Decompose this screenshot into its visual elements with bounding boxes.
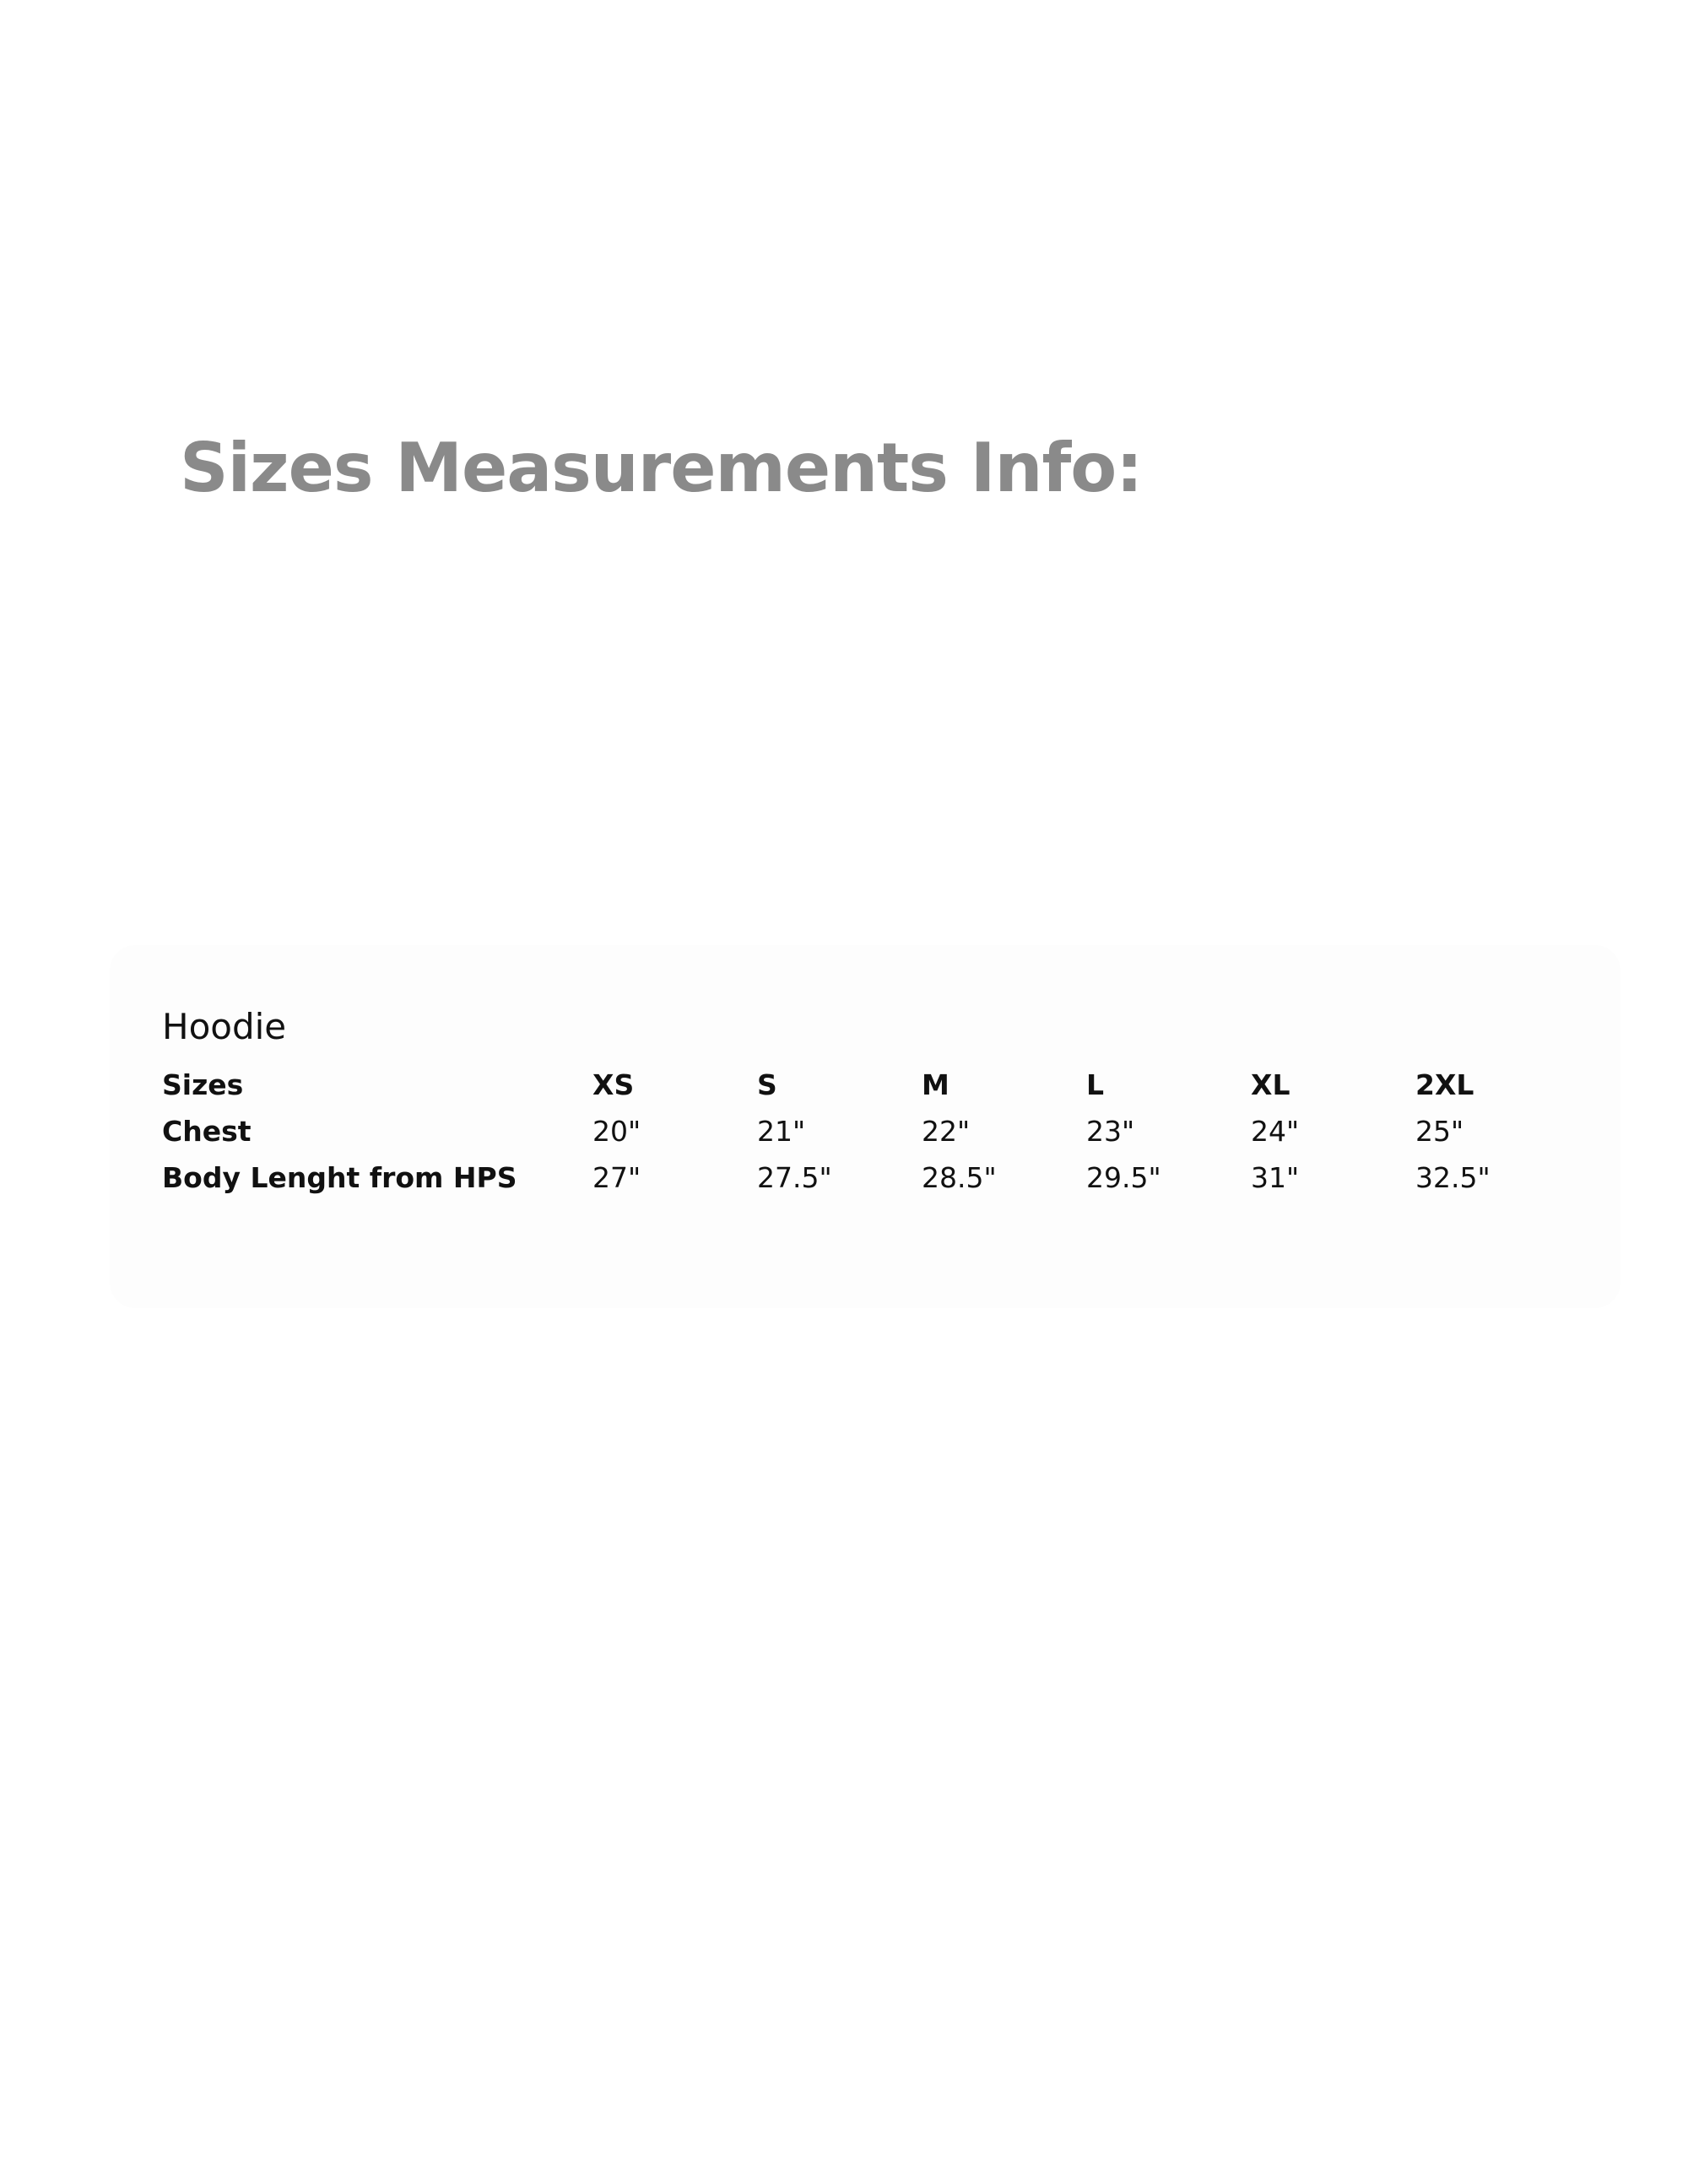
body-length-value-xl: 31" [1251,1161,1300,1194]
chest-value-xl: 24" [1251,1115,1300,1148]
size-header-xl: XL [1251,1068,1290,1101]
chest-value-xs: 20" [592,1115,641,1148]
chest-row [162,1108,1580,1154]
size-header-l: L [1086,1068,1105,1101]
size-header-s: S [757,1068,777,1101]
page-heading: Sizes Measurements Info: [180,429,1143,507]
chest-value-m: 22" [922,1115,971,1148]
size-header-xs: XS [592,1068,635,1101]
size-header-m: M [922,1068,950,1101]
chest-row-label: Chest [162,1115,252,1148]
size-chart-title: Hoodie [162,1006,287,1047]
size-header-row [162,1062,1580,1108]
body-length-value-s: 27.5" [757,1161,832,1194]
size-header-label: Sizes [162,1068,244,1101]
body-length-value-2xl: 32.5" [1415,1161,1491,1194]
chest-value-s: 21" [757,1115,806,1148]
body-length-value-l: 29.5" [1086,1161,1161,1194]
chest-value-2xl: 25" [1415,1115,1464,1148]
body-length-value-xs: 27" [592,1161,641,1194]
chest-value-l: 23" [1086,1115,1135,1148]
body-length-value-m: 28.5" [922,1161,997,1194]
size-header-2xl: 2XL [1415,1068,1474,1101]
size-chart-image [110,945,1620,1308]
body-length-row-label: Body Lenght from HPS [162,1161,517,1194]
size-table [162,1062,1580,1201]
body-length-row [162,1154,1580,1201]
